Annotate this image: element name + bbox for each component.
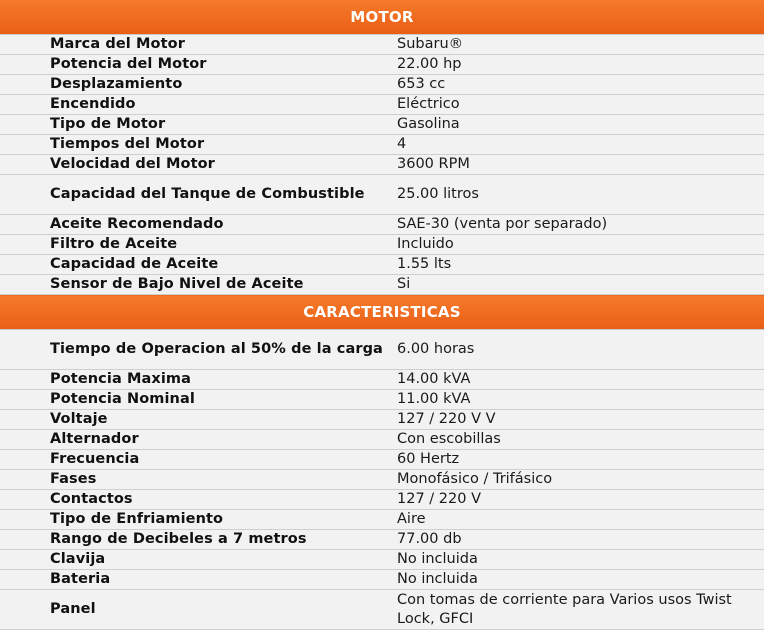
spec-label: Filtro de Aceite — [0, 235, 396, 255]
spec-row — [0, 55, 764, 75]
spec-row — [0, 215, 764, 235]
spec-row — [0, 135, 764, 155]
spec-value: Monofásico / Trifásico — [396, 470, 764, 490]
spec-row — [0, 370, 764, 390]
spec-row — [0, 390, 764, 410]
spec-value: 653 cc — [396, 75, 764, 95]
spec-value: 3600 RPM — [396, 155, 764, 175]
spec-label: Tiempos del Motor — [0, 135, 396, 155]
spec-value: No incluida — [396, 550, 764, 570]
spec-row — [0, 255, 764, 275]
spec-label: Tipo de Motor — [0, 115, 396, 135]
spec-label: Capacidad del Tanque de Combustible — [0, 175, 396, 215]
spec-label: Potencia del Motor — [0, 55, 396, 75]
spec-value: Eléctrico — [396, 95, 764, 115]
spec-row — [0, 590, 764, 630]
spec-value: 60 Hertz — [396, 450, 764, 470]
spec-value: 127 / 220 V V — [396, 410, 764, 430]
spec-label: Potencia Maxima — [0, 370, 396, 390]
section-title: MOTOR — [0, 0, 764, 35]
spec-label: Tiempo de Operacion al 50% de la carga — [0, 330, 396, 370]
spec-label: Velocidad del Motor — [0, 155, 396, 175]
spec-row — [0, 510, 764, 530]
spec-value: 25.00 litros — [396, 175, 764, 215]
spec-value: Incluido — [396, 235, 764, 255]
spec-value: SAE-30 (venta por separado) — [396, 215, 764, 235]
spec-label: Desplazamiento — [0, 75, 396, 95]
spec-label: Panel — [0, 590, 396, 630]
section-header-caracteristicas — [0, 295, 764, 330]
spec-row — [0, 410, 764, 430]
spec-label: Tipo de Enfriamiento — [0, 510, 396, 530]
spec-row — [0, 450, 764, 470]
spec-value: 4 — [396, 135, 764, 155]
spec-value: 6.00 horas — [396, 330, 764, 370]
spec-label: Alternador — [0, 430, 396, 450]
spec-value: 77.00 db — [396, 530, 764, 550]
spec-value: Con tomas de corriente para Varios usos Twist Lock, GFCI — [396, 590, 764, 630]
spec-value: Con escobillas — [396, 430, 764, 450]
spec-value: Gasolina — [396, 115, 764, 135]
spec-value: 11.00 kVA — [396, 390, 764, 410]
section-header-motor — [0, 0, 764, 35]
spec-value: Aire — [396, 510, 764, 530]
spec-row — [0, 490, 764, 510]
spec-label: Rango de Decibeles a 7 metros — [0, 530, 396, 550]
spec-row — [0, 275, 764, 295]
spec-label: Sensor de Bajo Nivel de Aceite — [0, 275, 396, 295]
spec-row — [0, 35, 764, 55]
spec-row — [0, 570, 764, 590]
spec-row — [0, 235, 764, 255]
spec-value: Subaru® — [396, 35, 764, 55]
spec-label: Potencia Nominal — [0, 390, 396, 410]
spec-row — [0, 470, 764, 490]
spec-row — [0, 530, 764, 550]
spec-label: Capacidad de Aceite — [0, 255, 396, 275]
spec-row — [0, 75, 764, 95]
spec-value: 1.55 lts — [396, 255, 764, 275]
spec-value: Si — [396, 275, 764, 295]
spec-row — [0, 550, 764, 570]
spec-label: Marca del Motor — [0, 35, 396, 55]
spec-label: Voltaje — [0, 410, 396, 430]
spec-row — [0, 430, 764, 450]
section-title: CARACTERISTICAS — [0, 295, 764, 330]
spec-label: Encendido — [0, 95, 396, 115]
spec-row — [0, 330, 764, 370]
spec-row — [0, 95, 764, 115]
spec-row — [0, 155, 764, 175]
spec-label: Fases — [0, 470, 396, 490]
spec-value: 22.00 hp — [396, 55, 764, 75]
spec-value: No incluida — [396, 570, 764, 590]
spec-label: Clavija — [0, 550, 396, 570]
spec-label: Contactos — [0, 490, 396, 510]
spec-value: 127 / 220 V — [396, 490, 764, 510]
spec-label: Aceite Recomendado — [0, 215, 396, 235]
spec-label: Frecuencia — [0, 450, 396, 470]
spec-row — [0, 115, 764, 135]
spec-label: Bateria — [0, 570, 396, 590]
spec-value: 14.00 kVA — [396, 370, 764, 390]
spec-row — [0, 175, 764, 215]
